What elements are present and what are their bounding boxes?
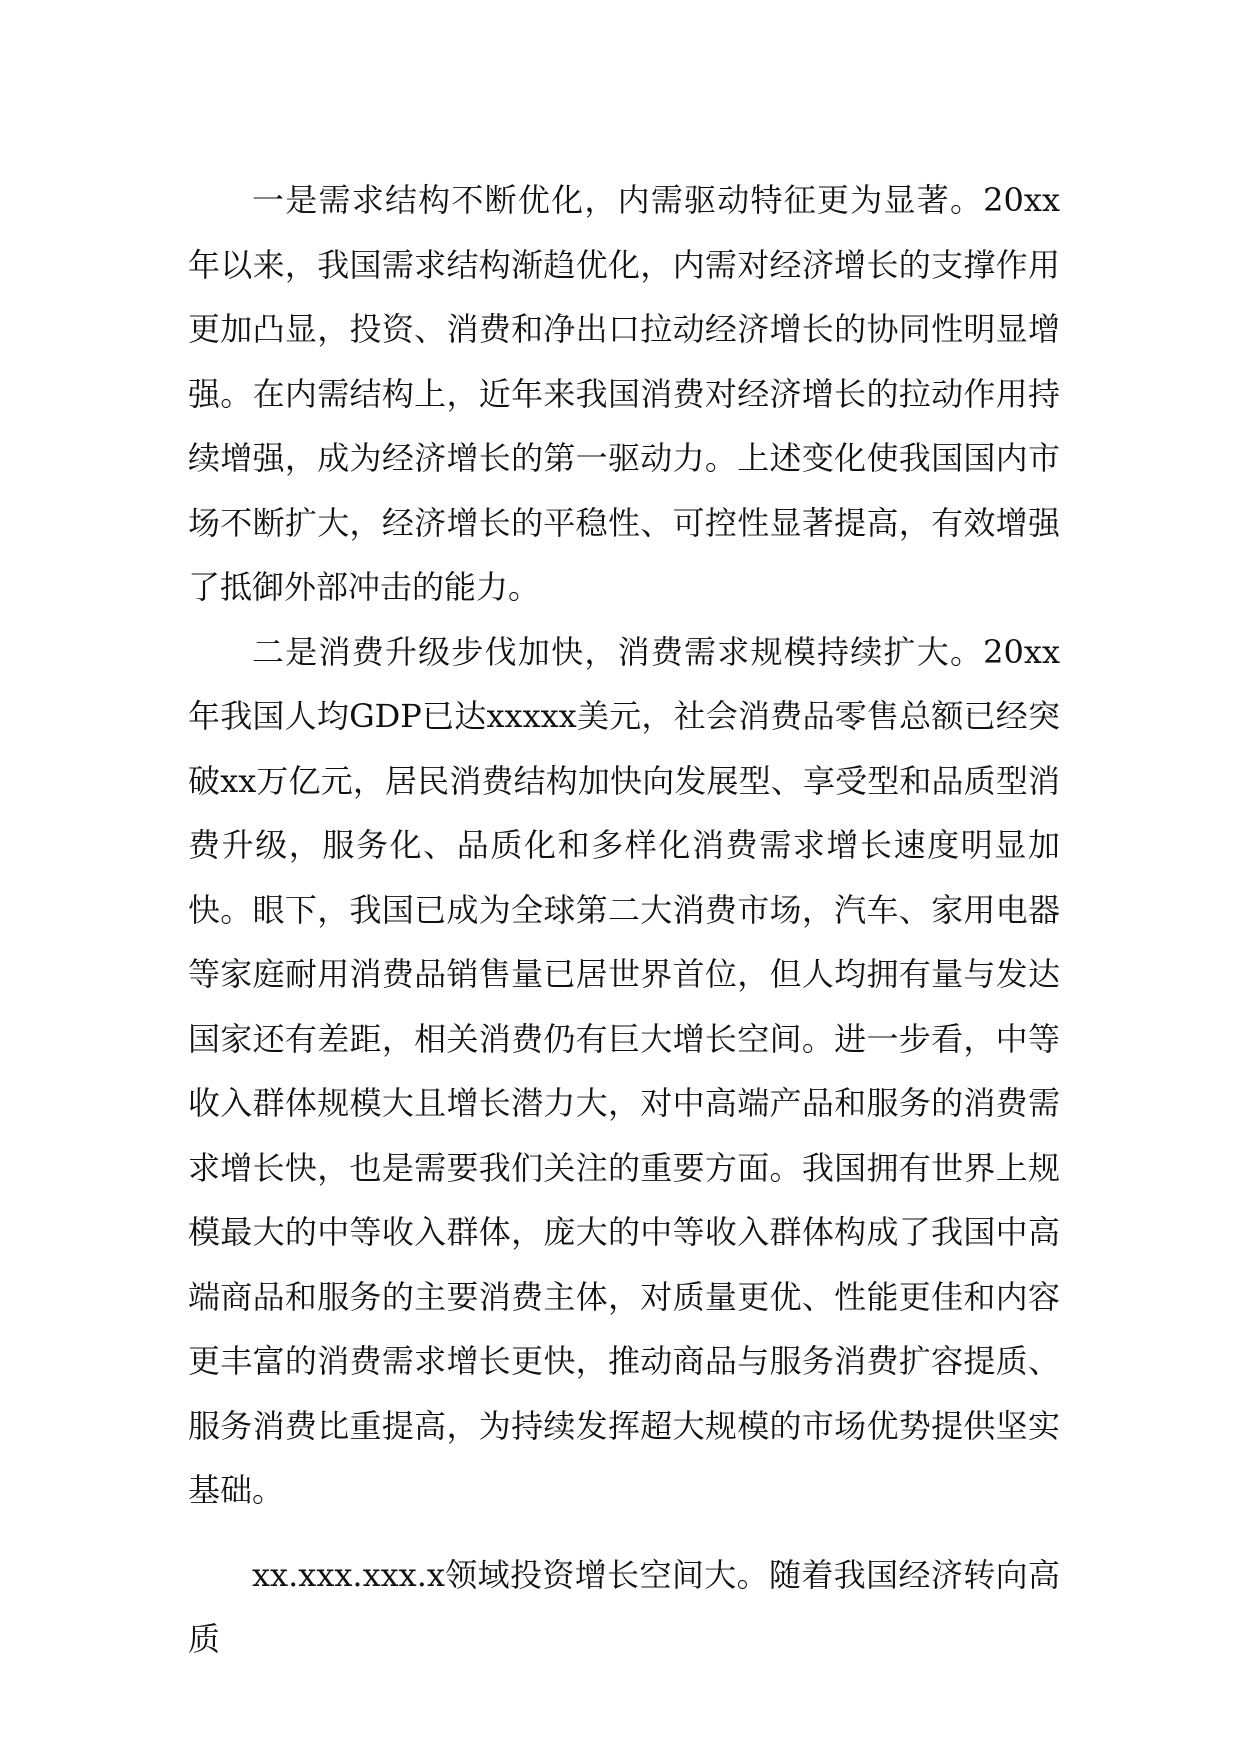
paragraph-consumption-upgrade: 二是消费升级步伐加快，消费需求规模持续扩大。20xx年我国人均GDP已达xxxxx美元，社会消费品零售总额已经突破xx万亿元，居民消费结构加快向发展型、享受型和品质型消费升级，服务化、品质化和多样化消费需求增长速度明显加快。眼下，我国已成为全球第二大消费市场，汽车、家用电器等家庭耐用消费品销售量已居世界首位，但人均拥有量与发达国家还有差距，相关消费仍有巨大增长空间。进一步看，中等收入群体规模大且增长潜力大，对中高端产品和服务的消费需求增长快，也是需要我们关注的重要方面。我国拥有世界上规模最大的中等收入群体，庞大的中等收入群体构成了我国中高端商品和服务的主要消费主体，对质量更优、性能更佳和内容更丰富的消费需求增长更快，推动商品与服务消费扩容提质、服务消费比重提高，为持续发挥超大规模的市场优势提供坚实基础。 — [188, 632, 1060, 1509]
paragraph-demand-structure: 一是需求结构不断优化，内需驱动特征更为显著。20xx年以来，我国需求结构渐趋优化，内需对经济增长的支撑作用更加凸显，投资、消费和净出口拉动经济增长的协同性明显增强。在内需结构上，近年来我国消费对经济增长的拉动作用持续增强，成为经济增长的第一驱动力。上述变化使我国国内市场不断扩大，经济增长的平稳性、可控性显著提高，有效增强了抵御外部冲击的能力。 — [188, 181, 1060, 606]
paragraph-investment-space: xx.xxx.xxx.x领域投资增长空间大。随着我国经济转向高质 — [188, 1555, 1060, 1658]
document-body — [188, 168, 1060, 1672]
